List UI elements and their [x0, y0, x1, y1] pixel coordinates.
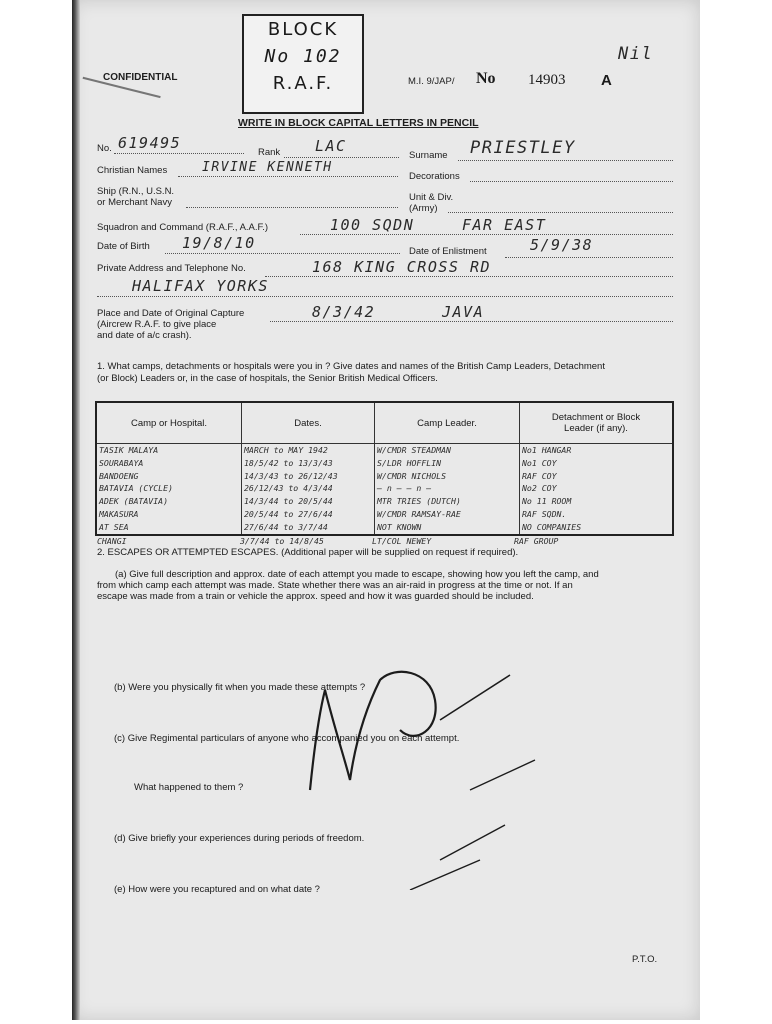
stamp-line: R.A.F.: [272, 73, 334, 94]
col-camp: Camp or Hospital.: [96, 402, 242, 444]
cell: — n — — n —: [375, 483, 520, 496]
cell: 18/5/42 to 13/3/43: [242, 457, 375, 470]
camps-table: [95, 401, 674, 536]
capture-label-3: and date of a/c crash).: [97, 330, 192, 341]
cell: MAKASURA: [99, 509, 139, 520]
ship-label: Ship (R.N., U.S.N.: [97, 186, 175, 197]
rank-label: Rank: [258, 147, 281, 158]
cell: 26/12/43 to 4/3/44: [242, 483, 375, 496]
binding-edge: [72, 0, 80, 1020]
stamp-line: No 102: [264, 46, 342, 67]
cell: W/CMDR RAMSAY-RAE: [375, 508, 520, 521]
squadron-label: Squadron and Command (R.A.F., A.A.F.): [97, 222, 269, 233]
block-stamp: [242, 14, 364, 114]
cell: W/CMDR STEADMAN: [375, 444, 520, 457]
cell: 20/5/44 to 27/6/44: [242, 508, 375, 521]
corner-note: Nil: [618, 44, 654, 64]
cell: S/LDR HOFFLIN: [375, 457, 520, 470]
question-2b: (b) Were you physically fit when you made these attempts ?: [114, 682, 366, 693]
col-detachment: Detachment or Block Leader (if any).: [520, 402, 674, 444]
cell: ADEK (BATAVIA): [99, 496, 169, 507]
decorations-label: Decorations: [409, 171, 460, 182]
question-2: 2. ESCAPES OR ATTEMPTED ESCAPES. (Additional paper will be supplied on request if required).: [97, 547, 519, 558]
surname-value: PRIESTLEY: [470, 138, 576, 158]
overflow-row-leader: LT/COL NEWEY: [372, 536, 432, 546]
command-value: FAR EAST: [462, 216, 547, 234]
service-number: 619495: [118, 134, 182, 152]
cell: 14/3/44 to 20/5/44: [242, 495, 375, 508]
capture-date: 8/3/42: [312, 303, 376, 321]
form-number: 14903: [528, 72, 566, 88]
reference-label: M.I. 9/JAP/: [408, 76, 455, 87]
address-label: Private Address and Telephone No.: [97, 263, 246, 274]
question-2c-followup: What happened to them ?: [134, 782, 244, 793]
no-scrawl: [280, 650, 620, 890]
capture-label-2: (Aircrew R.A.F. to give place: [97, 319, 217, 330]
cell: No2 COY: [520, 483, 674, 496]
cell: No1 HANGAR: [520, 444, 674, 457]
question-1: 1. What camps, detachments or hospitals were you in ? Give dates and names of the British Camp Leaders, Detachment: [97, 361, 605, 372]
overflow-row-detachment: RAF GROUP: [514, 536, 559, 546]
col-dates: Dates.: [242, 402, 375, 444]
ship-label-2: or Merchant Navy: [97, 197, 172, 208]
cell: RAF SQDN.: [520, 508, 674, 521]
capture-label: Place and Date of Original Capture: [97, 308, 245, 319]
cell: RAF COY: [520, 470, 674, 483]
overflow-row-dates: 3/7/44 to 14/8/45: [240, 536, 324, 546]
overflow-row-camp: CHANGI: [97, 536, 127, 546]
squadron-value: 100 SQDN: [330, 216, 415, 234]
rank-value: LAC: [315, 137, 347, 155]
cell: NO COMPANIES: [520, 521, 674, 535]
table-row: [96, 521, 673, 535]
dob-value: 19/8/10: [182, 234, 256, 252]
confidential-label: CONFIDENTIAL: [103, 72, 178, 83]
question-2e: (e) How were you recaptured and on what date ?: [114, 884, 320, 895]
cell: AT SEA: [99, 522, 129, 532]
form-suffix: A: [601, 72, 612, 89]
cell: No1 COY: [520, 457, 674, 470]
cell: NOT KNOWN: [375, 521, 520, 535]
question-2a: (a) Give full description and approx. date of each attempt you made to escape, showing how you left the camp, and: [115, 569, 599, 580]
no-label: No.: [97, 143, 112, 154]
question-2a-cont: from which camp each attempt was made. State whether there was an air-raid in progress at the time or not. If an: [97, 580, 573, 591]
cell: TASIK MALAYA: [99, 444, 159, 455]
question-2a-cont-2: escape was made from a train or vehicle the approx. speed and how it was guarded should be included.: [97, 591, 534, 602]
cell: BANDOENG: [99, 470, 139, 481]
address-line-2: HALIFAX YORKS: [132, 277, 269, 295]
cell: 27/6/44 to 3/7/44: [242, 521, 375, 535]
cell: MTR TRIES (DUTCH): [375, 495, 520, 508]
question-2c: (c) Give Regimental particulars of anyone who accompanied you on each attempt.: [114, 733, 460, 744]
number-label: No: [476, 70, 496, 87]
cell: BATAVIA (CYCLE): [99, 483, 173, 494]
cell: SOURABAYA: [99, 457, 144, 468]
capture-place: JAVA: [442, 303, 485, 321]
stamp-line: BLOCK: [267, 19, 339, 40]
address-line-1: 168 KING CROSS RD: [312, 258, 492, 276]
surname-label: Surname: [409, 150, 448, 161]
table-row: [96, 444, 673, 457]
enlistment-value: 5/9/38: [530, 236, 594, 254]
unit-label: Unit & Div.: [409, 192, 454, 203]
table-row: [96, 508, 673, 521]
cell: MARCH to MAY 1942: [242, 444, 375, 457]
table-row: [96, 457, 673, 470]
table-row: [96, 470, 673, 483]
question-2d: (d) Give briefly your experiences during periods of freedom.: [114, 833, 365, 844]
pto-label: P.T.O.: [632, 954, 658, 965]
table-row: [96, 483, 673, 496]
christian-names-label: Christian Names: [97, 165, 168, 176]
christian-names-value: IRVINE KENNETH: [202, 160, 333, 175]
dob-label: Date of Birth: [97, 241, 150, 252]
question-1-cont: (or Block) Leaders or, in the case of hospitals, the Senior British Medical Officers.: [97, 373, 438, 384]
cell: 14/3/43 to 26/12/43: [242, 470, 375, 483]
cell: W/CMDR NICHOLS: [375, 470, 520, 483]
unit-label-2: (Army): [409, 203, 438, 214]
col-camp-leader: Camp Leader.: [375, 402, 520, 444]
table-row: [96, 495, 673, 508]
enlistment-label: Date of Enlistment: [409, 246, 487, 257]
cell: No 11 ROOM: [520, 495, 674, 508]
instruction: WRITE IN BLOCK CAPITAL LETTERS IN PENCIL: [238, 117, 479, 129]
